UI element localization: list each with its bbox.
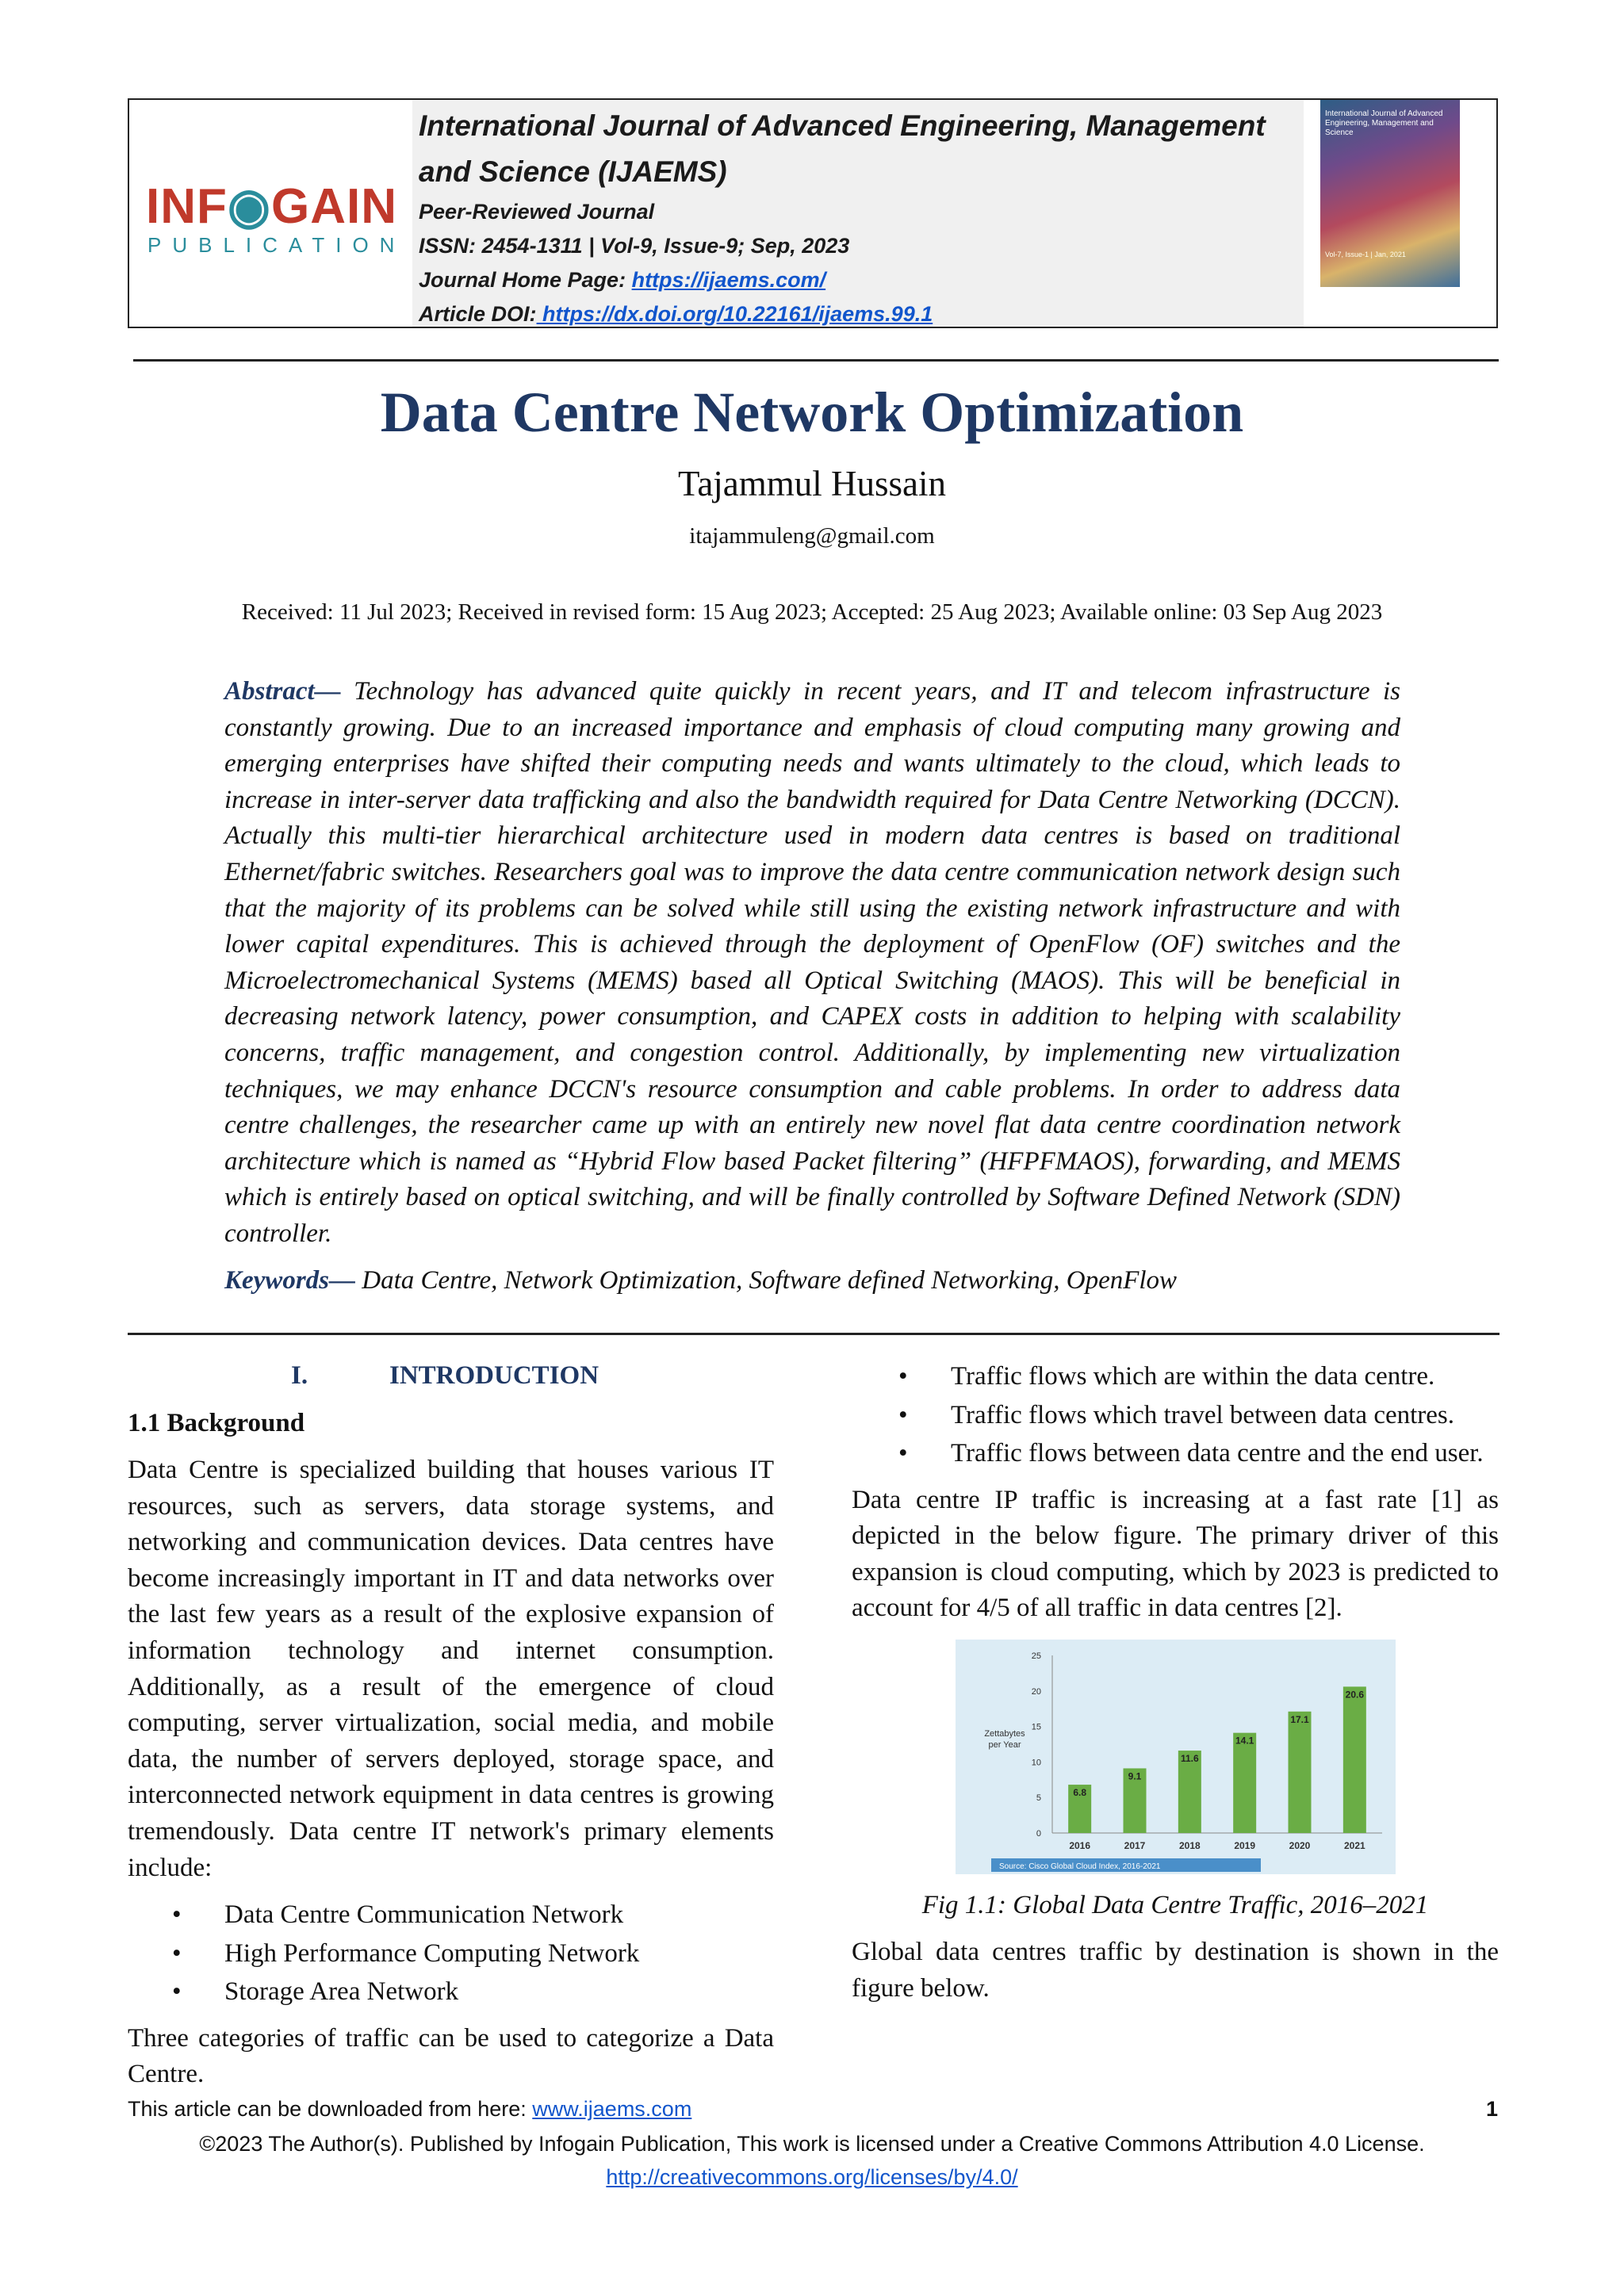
traffic-types-list: [852, 1357, 1499, 1473]
abstract-divider: [128, 1333, 1500, 1335]
data-label: 6.8: [1073, 1787, 1087, 1799]
data-label: 17.1: [1290, 1713, 1309, 1725]
journal-info: [419, 98, 1299, 331]
traffic-growth-paragraph: Data centre IP traffic is increasing at a fast rate [1] as depicted in the below figure. The primary driver of this expansion is cloud computing, which by 2023 is predicted to account for 4/5 of all traffic in data centres [2].: [852, 1485, 1499, 1623]
y-tick-label: 0: [1036, 1829, 1041, 1839]
section-number: I.: [291, 1361, 308, 1390]
list-item: • High Performance Computing Network: [128, 1934, 774, 1973]
list-item: • Traffic flows which travel between data centres.: [852, 1396, 1499, 1435]
publisher-logo: [143, 179, 404, 258]
logo-globe-icon: ◉: [227, 179, 271, 234]
doi-link[interactable]: https://dx.doi.org/10.22161/ijaems.99.1: [536, 302, 933, 326]
home-page-line: [419, 263, 1299, 297]
bar-2020: [1289, 1712, 1312, 1833]
header-divider: [133, 359, 1499, 362]
cover-issue: Vol-7, Issue-1 | Jan, 2021: [1325, 251, 1406, 258]
page-number: 1: [1485, 2097, 1498, 2121]
y-tick-label: 5: [1036, 1793, 1041, 1804]
y-tick-label: 20: [1031, 1686, 1041, 1697]
right-column: [852, 1357, 1499, 1627]
background-paragraph: Data Centre is specialized building that houses various IT resources, such as servers, data storage systems, and networking and communication devices. Data centres have become increasingly important in IT and data networks over the last few years as a result of the explosive expansion of information technology and internet consumption. Additionally, as a result of the emergence of cloud computing, server virtualization, social media, and mobile data, the number of servers deployed, storage space, and interconnected network equipment in data centres is growing tremendously. Data centre IT network's primary elements include:: [128, 1456, 774, 1882]
traffic-intro-paragraph: Three categories of traffic can be used to categorize a Data Centre.: [128, 2023, 774, 2089]
list-item: • Data Centre Communication Network: [128, 1896, 774, 1934]
abstract-text: Technology has advanced quite quickly in recent years, and IT and telecom infrastructure is constantly growing. Due to an increased importance and emphasis of cloud computing many growing and emerging enterprises have shifted their computing needs and wants ultimately to the cloud, which leads to increase in inter-server data trafficking and also the bandwidth required for Data Centre Networking (DCCN). Actually this multi-tier hierarchical architecture used in modern data centres is based on traditional Ethernet/fabric switches. Researchers goal was to improve the data centre communication network design such that the majority of its problems can be solved while still using the existing network infrastructure and with lower capital expenditures. This is achieved through the deployment of OpenFlow (OF) switches and the Microelectromechanical Systems (MEMS) based all Optical Switching (MAOS). This will be beneficial in decreasing network latency, power consumption, and CAPEX costs in addition to helping with scalability concerns, traffic management, and congestion control. Additionally, by implementing new virtualization techniques, we may enhance DCCN's resource consumption and cable problems. In order to address data centre challenges, the researcher came up with an entirely new novel flat data centre coordination network architecture which is named as “Hybrid Flow based Packet filtering” (HFPFMAOS), forwarding, and MEMS which is entirely based on optical switching, and will be finally controlled by Software Defined Network (SDN) controller.: [224, 677, 1400, 1248]
x-tick-label: 2017: [1124, 1840, 1146, 1851]
bar-2019: [1233, 1733, 1256, 1833]
list-item: • Storage Area Network: [128, 1973, 774, 2011]
home-page-label: Journal Home Page:: [419, 268, 632, 292]
y-tick-label: 25: [1031, 1651, 1041, 1661]
logo-subtitle: PUBLICATION: [147, 233, 406, 257]
left-column: [128, 1357, 774, 2093]
x-tick-label: 2021: [1343, 1840, 1365, 1851]
data-label: 20.6: [1345, 1689, 1365, 1701]
data-label: 9.1: [1128, 1770, 1142, 1782]
footer-download-link[interactable]: www.ijaems.com: [532, 2097, 692, 2121]
data-label: 14.1: [1235, 1735, 1254, 1747]
keywords: [224, 1262, 1400, 1299]
license-link[interactable]: http://creativecommons.org/licenses/by/4.0/: [606, 2165, 1018, 2189]
chart-background: [956, 1640, 1396, 1874]
logo-part1: INF: [146, 179, 228, 234]
figure-followup-paragraph: Global data centres traffic by destination is shown in the figure below.: [852, 1938, 1499, 2003]
y-tick-label: 15: [1031, 1722, 1041, 1732]
logo-part2: GAIN: [270, 179, 397, 234]
author-name: Tajammul Hussain: [677, 464, 947, 503]
x-tick-label: 2018: [1178, 1840, 1201, 1851]
y-tick-label: 10: [1031, 1758, 1041, 1768]
footer-download-label: This article can be downloaded from here:: [128, 2097, 533, 2121]
network-elements-list: [128, 1896, 774, 2011]
peer-reviewed-label: Peer-Reviewed Journal: [419, 200, 655, 224]
figure-caption: Fig 1.1: Global Data Centre Traffic, 2016–2021: [921, 1891, 1429, 1919]
y-axis-label-line1: Zettabytes: [984, 1729, 1025, 1739]
list-item: • Traffic flows which are within the data centre.: [852, 1357, 1499, 1396]
footer-download-line: [128, 2093, 1498, 2125]
home-page-link[interactable]: https://ijaems.com/: [631, 268, 826, 292]
author-email: itajammuleng@gmail.com: [689, 523, 935, 549]
bar-2021: [1343, 1686, 1366, 1833]
footer-license-url-line: [0, 2161, 1624, 2193]
chart-source: Source: Cisco Global Cloud Index, 2016-2021: [999, 1862, 1161, 1871]
list-item: • Traffic flows between data centre and the end user.: [852, 1434, 1499, 1473]
section-heading-introduction: [128, 1357, 774, 1394]
x-tick-label: 2019: [1234, 1840, 1256, 1851]
journal-cover-image: [1320, 100, 1460, 287]
paper-title: Data Centre Network Optimization: [380, 381, 1244, 444]
abstract-label: Abstract—: [224, 677, 341, 706]
data-label: 11.6: [1180, 1753, 1199, 1765]
x-tick-label: 2020: [1289, 1840, 1311, 1851]
doi-line: [419, 297, 1299, 331]
keywords-label: Keywords—: [224, 1266, 355, 1295]
traffic-bar-chart: [956, 1640, 1396, 1874]
subsection-heading-background: 1.1 Background: [128, 1409, 305, 1437]
cover-title: International Journal of Advanced Engineering, Management and Science: [1325, 109, 1443, 137]
y-axis-label-line2: per Year: [988, 1740, 1021, 1750]
footer-license: ©2023 The Author(s). Published by Infogain Publication, This work is licensed under a Creative Commons Attribution 4.0 License.: [199, 2132, 1425, 2156]
chart-svg: [956, 1640, 1396, 1874]
abstract: [224, 674, 1400, 1253]
publication-dates: Received: 11 Jul 2023; Received in revised form: 15 Aug 2023; Accepted: 25 Aug 2023; Available online: 03 Sep Aug 2023: [241, 599, 1383, 625]
issn-line: ISSN: 2454-1311 | Vol-9, Issue-9; Sep, 2023: [419, 234, 850, 258]
keywords-text: Data Centre, Network Optimization, Software defined Networking, OpenFlow: [355, 1266, 1178, 1295]
x-tick-label: 2016: [1069, 1840, 1091, 1851]
journal-title: International Journal of Advanced Engineering, Management and Science (IJAEMS): [419, 109, 1266, 188]
doi-label: Article DOI:: [419, 302, 537, 326]
logo-wordmark: [146, 179, 397, 235]
section-title: INTRODUCTION: [389, 1361, 599, 1390]
